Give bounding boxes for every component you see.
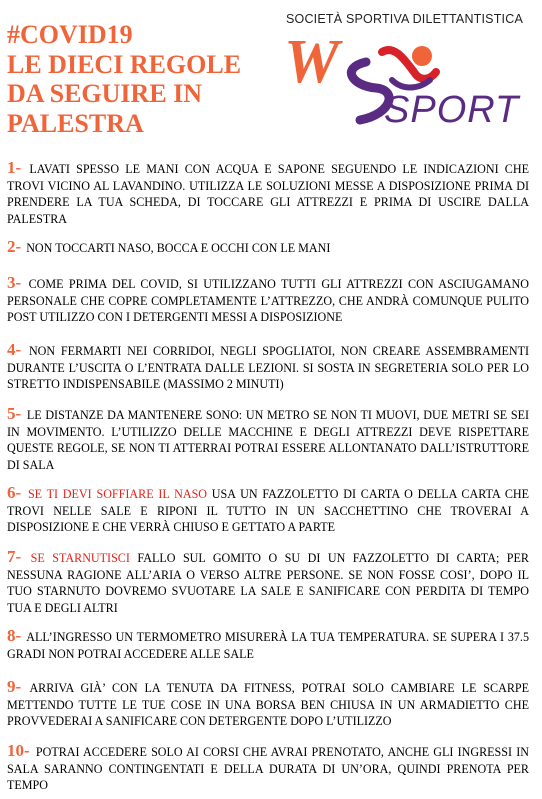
logo-graphic	[280, 10, 535, 135]
rule-item	[7, 549, 529, 616]
logo-runner-head	[412, 46, 432, 66]
logo-runner-body	[392, 80, 430, 88]
title-line: LE DIECI REGOLE	[7, 49, 242, 79]
rule-number: 2-	[7, 237, 22, 256]
ws-sport-logo	[280, 10, 535, 135]
title-line: DA SEGUIRE IN	[7, 79, 203, 108]
rule-item	[7, 160, 529, 227]
rule-item	[7, 743, 529, 794]
rule-item	[7, 275, 529, 326]
rule-number: 10-	[7, 741, 30, 760]
rule-text: FALLO SUL GOMITO O SU DI UN FAZZOLETTO DI CARTA; PER NESSUNA RAGIONE ALL’ARIA O VERSO ALTRE PERSONE. SE NON FOSSE COSI’, DOPO IL TUO STARNUTO DOVREMO SVUOTARE LA SALE E SANIFICARE CON PERDITA DI TEMPO TUA E DEGLI ALTRI	[7, 551, 529, 615]
title-line: PALESTRA	[7, 108, 144, 138]
rule-item	[7, 485, 529, 536]
rule-text: ALL’INGRESSO UN TERMOMETRO MISURERÀ LA TUA TEMPERATURA. SE SUPERA I 37.5 GRADI NON POTRAI ACCEDERE ALLE SALE	[7, 630, 530, 661]
page-title	[7, 20, 267, 138]
rule-number: 3-	[7, 273, 22, 292]
rule-highlight: SE TI DEVI SOFFIARE IL NASO	[27, 487, 208, 501]
rule-highlight: SE STARNUTISCI	[30, 551, 130, 565]
rule-number: 4-	[7, 340, 22, 359]
rule-number: 7-	[7, 547, 22, 566]
title-line: #COVID19	[7, 20, 133, 49]
rule-text: LAVATI SPESSO LE MANI CON ACQUA E SAPONE SEGUENDO LE INDICAZIONI CHE TROVI VICINO AL LAVANDINO. UTILIZZA LE SOLUZIONI MESSE A DISPOSIZIONE PRIMA DI PRENDERE LA TUA SCHEDA, DI TOCCARE GLI ATTREZZI E PRIMA DI USCIRE DALLA PALESTRA	[7, 162, 529, 226]
rule-text: POTRAI ACCEDERE SOLO AI CORSI CHE AVRAI PRENOTATO, ANCHE GLI INGRESSI IN SALA SARANNO CONTINGENTATI E DELLA DURATA DI UN’ORA, QUINDI PRENOTA PER TEMPO	[7, 745, 529, 793]
rule-text: NON FERMARTI NEI CORRIDOI, NEGLI SPOGLIATOI, NON CREARE ASSEMBRAMENTI DURANTE L’USCITA O L’ENTRATA DALLE LEZIONI. SI SOSTA IN SEGRETERIA SOLO PER LO STRETTO INDISPENSABILE (MASSIMO 2 MINUTI)	[7, 344, 530, 392]
rule-text: ARRIVA GIÀ’ CON LA TENUTA DA FITNESS, POTRAI SOLO CAMBIARE LE SCARPE METTENDO TUTTE LE TUE COSE IN UNA BORSA BEN CHIUSA IN UN ARMADIETTO CHE PROVVEDERAI A SANIFICARE CON DETERGENTE DOPO L’UTILIZZO	[7, 681, 529, 729]
logo-subtitle: SOCIETÀ SPORTIVA DILETTANTISTICA	[286, 12, 523, 26]
logo-sport: SPORT	[384, 89, 520, 131]
rule-item	[7, 679, 529, 730]
rule-text: LE DISTANZE DA MANTENERE SONO: UN METRO SE NON TI MUOVI, DUE METRI SE SEI IN MOVIMENTO. L’UTILIZZO DELLE MACCHINE E DEGLI ATTREZZI DEVE RISPETTARE QUESTE REGOLE, SE NON TI ATTERRAI POTRAI ESSERE ALLONTANATO DALL’ISTRUTTORE DI SALA	[7, 408, 529, 472]
rule-item	[7, 628, 529, 662]
rule-text: USA UN FAZZOLETTO DI CARTA O DELLA CARTA CHE TROVI NELLE SALE E RIPONI IL TUTTO IN UN SACCHETTINO CHE TROVERAI A DISPOSIZIONE E CHE VERRÀ CHIUSO E GETTATO A PARTE	[7, 487, 530, 535]
rule-number: 5-	[7, 404, 22, 423]
rule-number: 6-	[7, 483, 22, 502]
rule-item	[7, 239, 529, 257]
rule-number: 9-	[7, 677, 22, 696]
logo-w: W	[284, 28, 340, 96]
rule-text: NON TOCCARTI NASO, BOCCA E OCCHI CON LE MANI	[26, 241, 331, 255]
rule-text: COME PRIMA DEL COVID, SI UTILIZZANO TUTTI GLI ATTREZZI CON ASCIUGAMANO PERSONALE CHE COPRE COMPLETAMENTE L’ATTREZZO, CHE ANDRÀ COMUNQUE PULITO POST UTILIZZO CON I DETERGENTI MESSI A DISPOSIZIONE	[7, 277, 529, 325]
rule-item	[7, 342, 529, 393]
rule-number: 8-	[7, 626, 22, 645]
rule-number: 1-	[7, 158, 22, 177]
rule-item	[7, 406, 529, 473]
